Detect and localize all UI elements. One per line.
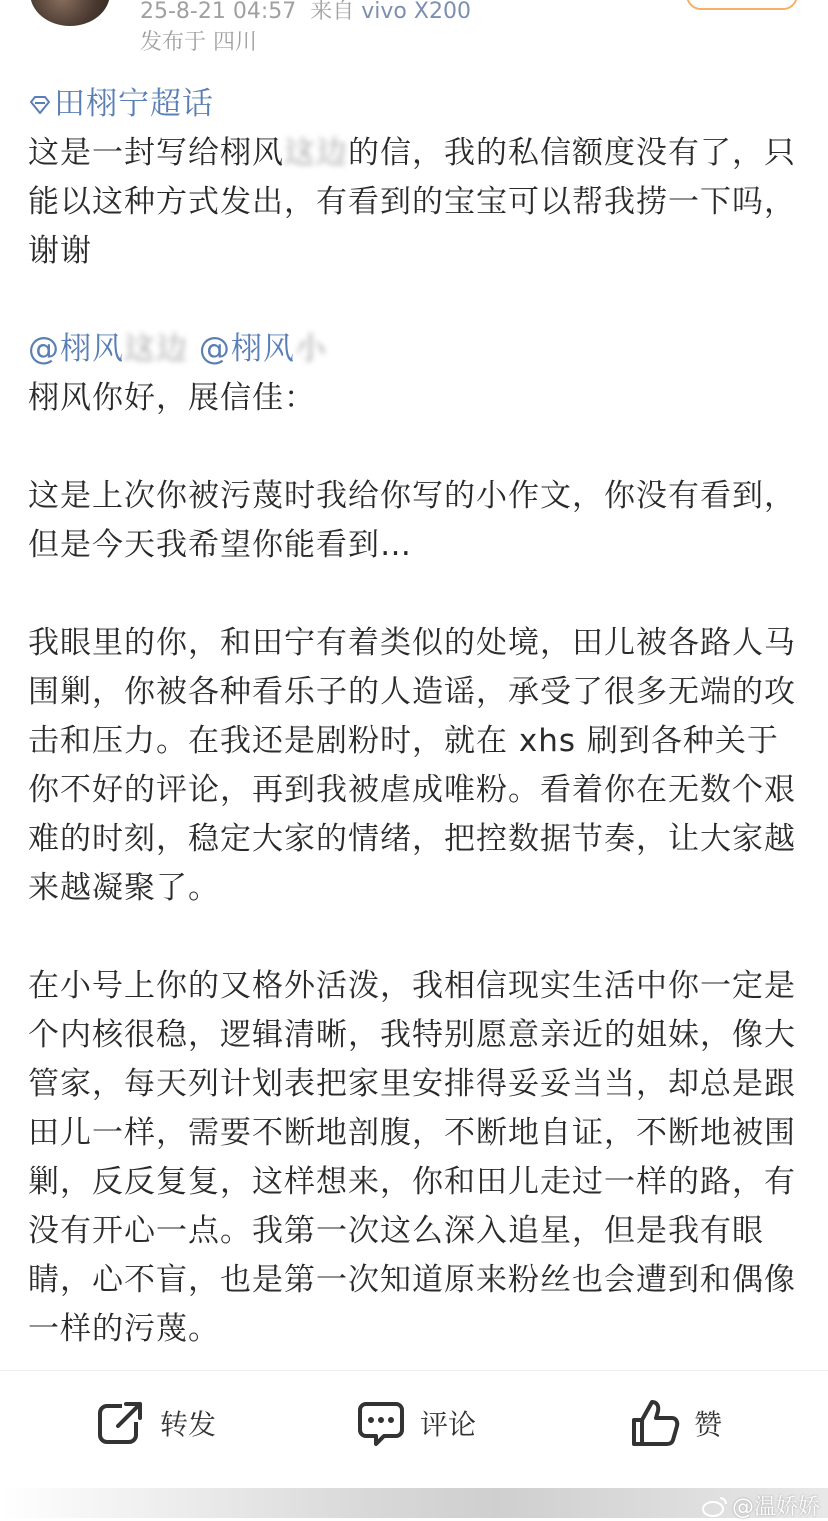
comment-button[interactable] <box>356 1398 476 1448</box>
intro-text: 这是一封写给栩风这边的信，我的私信额度没有了，只能以这种方式发出，有看到的宝宝可以帮我捞一下吗，谢谢 <box>28 135 796 269</box>
comment-label: 评论 <box>420 1408 477 1441</box>
like-label: 赞 <box>694 1408 723 1441</box>
watermark <box>702 1490 820 1521</box>
weibo-logo-icon <box>702 1495 728 1517</box>
avatar[interactable] <box>30 0 110 26</box>
post-content <box>28 80 808 1354</box>
topic-label: 田栩宁超话 <box>54 86 214 122</box>
post-timestamp: 25-8-21 04:57 <box>140 0 297 24</box>
paragraph-2: 我眼里的你，和田宁有着类似的处境，田儿被各路人马围剿，你被各种看乐子的人造谣，承受了很多无端的攻击和压力。在我还是剧粉时，就在 xhs 刷到各种关于你不好的评论，再到我被虐成唯粉。看着你在无数个艰难的时刻，稳定大家的情绪，把控数据节奏，让大家越来越凝聚了。 <box>28 625 796 906</box>
topic-link[interactable] <box>28 86 214 122</box>
watermark-text: @温娇娇 <box>731 1495 820 1520</box>
post-location: 发布于 四川 <box>140 30 257 55</box>
repost-button[interactable] <box>96 1398 216 1448</box>
follow-button[interactable] <box>686 0 798 10</box>
like-button[interactable] <box>630 1398 722 1448</box>
comment-icon <box>356 1398 406 1448</box>
paragraph-1: 这是上次你被污蔑时我给你写的小作文，你没有看到，但是今天我希望你能看到… <box>28 478 796 563</box>
action-bar <box>0 1380 828 1470</box>
mentions <box>28 325 808 374</box>
super-topic-icon <box>28 93 52 117</box>
thumbs-up-icon <box>630 1398 680 1448</box>
post-header <box>0 0 828 70</box>
blurred-text: 这边 <box>284 135 348 171</box>
repost-label: 转发 <box>160 1408 217 1441</box>
action-divider <box>0 1370 828 1371</box>
paragraph-3: 在小号上你的又格外活泼，我相信现实生活中你一定是个内核很稳，逻辑清晰，我特别愿意亲近的姐妹，像大管家，每天列计划表把家里安排得妥妥当当，却总是跟田儿一样，需要不断地剖腹，不断地自证，不断地被围剿，反反复复，这样想来，你和田儿走过一样的路，有没有开心一点。我第一次这么深入追星，但是我有眼睛，心不盲，也是第一次知道原来粉丝也会遭到和偶像一样的污蔑。 <box>28 968 796 1347</box>
greeting-text: 栩风你好，展信佳： <box>28 380 316 416</box>
repost-icon <box>96 1398 146 1448</box>
post-meta <box>140 0 471 24</box>
mention-link-2[interactable]: @栩风小 <box>198 331 327 367</box>
post-source-prefix: 来自 <box>310 0 355 24</box>
post-device[interactable]: vivo X200 <box>361 0 471 24</box>
mention-link-1[interactable]: @栩风这边 <box>28 331 188 367</box>
